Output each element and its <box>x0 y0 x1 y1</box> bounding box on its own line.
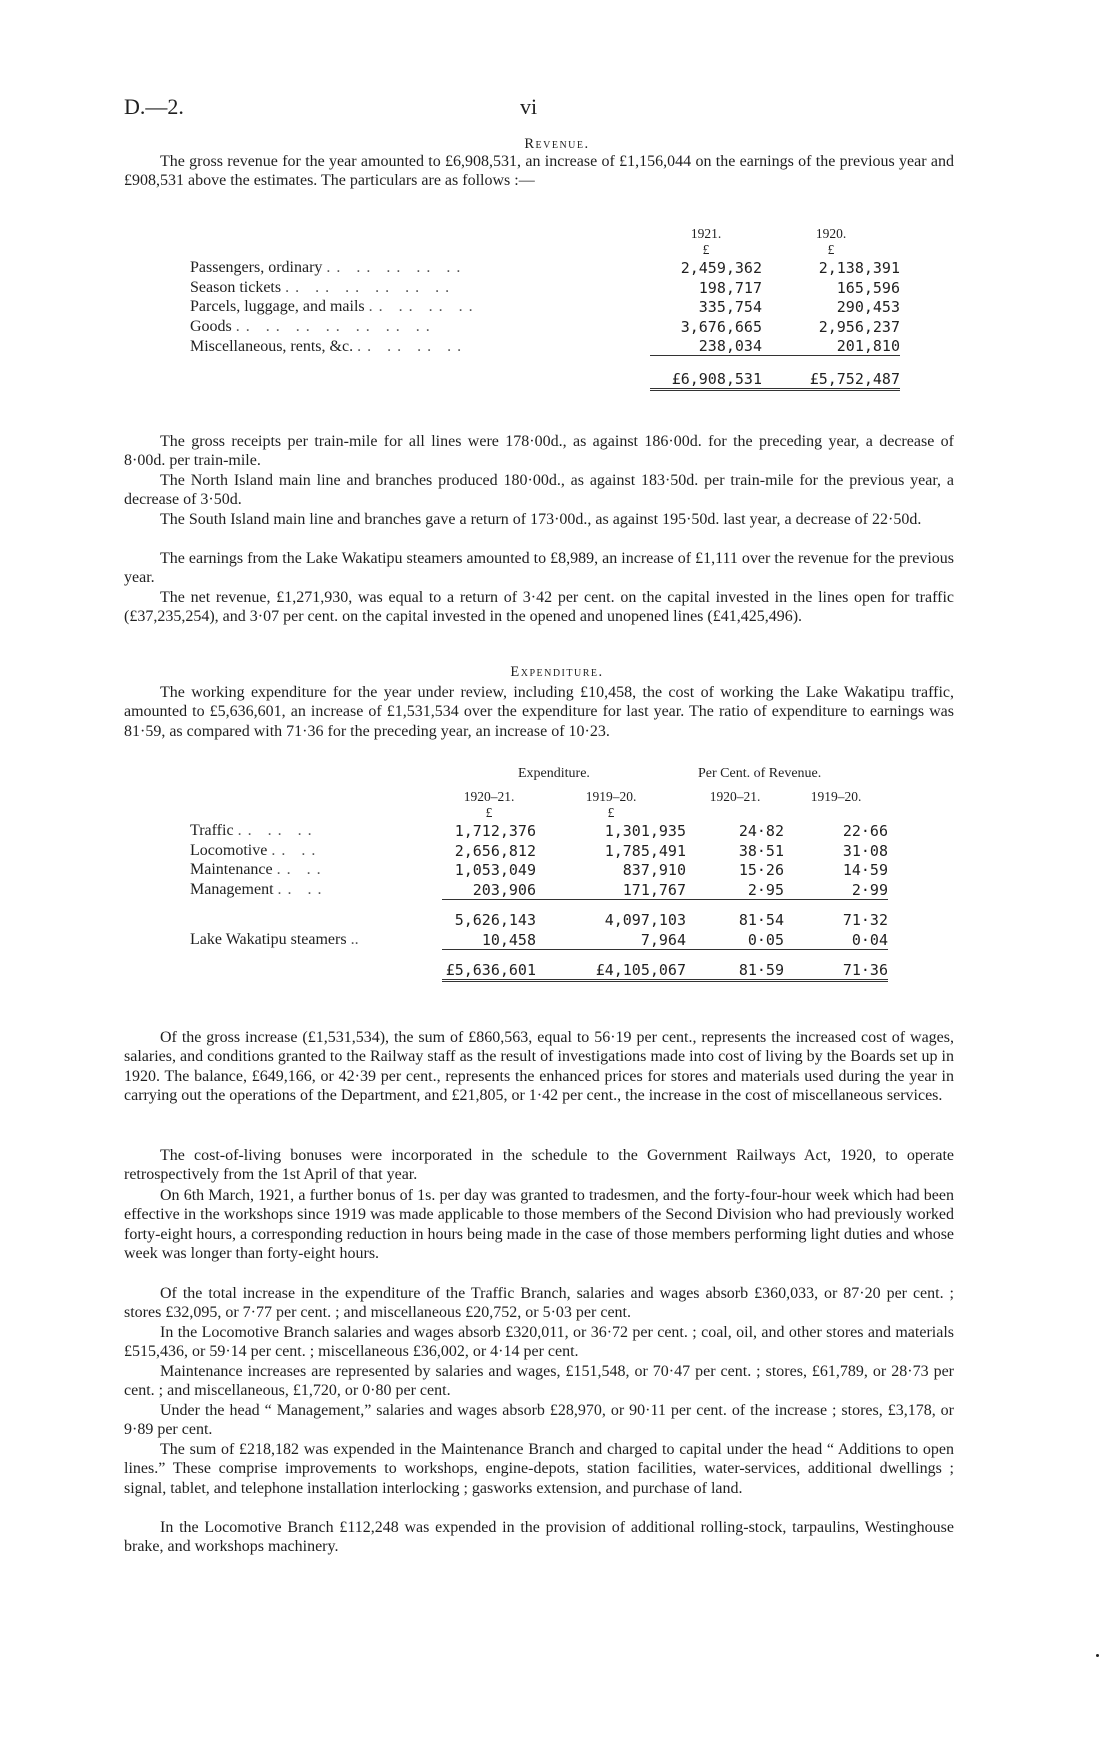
cell: 5,626,143 <box>454 911 536 929</box>
row-label: Parcels, luggage, and mails <box>190 298 365 315</box>
paragraph: The South Island main line and branches gave a return of 173·00d., as against 195·50d. last year, a decrease of 22·50d. <box>160 511 922 528</box>
paragraph: The cost-of-living bonuses were incorporated in the schedule to the Government Railways Act, 1920, to operate retrospectively from the 1st April of that year. <box>124 1147 954 1184</box>
cell: 1,712,376 <box>454 822 536 840</box>
total-1921: £6,908,531 <box>650 368 762 389</box>
row-label: Season tickets <box>190 278 282 296</box>
cell: 22·66 <box>842 822 888 840</box>
cell: 203,906 <box>472 880 536 899</box>
table-row: Management .. .. 203,906 171,767 2·95 2·99 <box>190 880 888 899</box>
cell: 24·82 <box>738 822 784 840</box>
row-label: Locomotive <box>190 841 268 859</box>
spacer-row <box>190 356 900 369</box>
cell: 7,964 <box>640 930 686 949</box>
table-row: Goods .. .. .. .. .. .. .. 3,676,665 2,956,237 <box>190 317 900 336</box>
expenditure-group-header: Expenditure. <box>518 766 590 781</box>
cell-1920: 290,453 <box>836 298 900 316</box>
subtotal-row <box>190 910 888 930</box>
year-1920: 1920. <box>815 225 847 241</box>
rule <box>442 949 536 960</box>
rule <box>442 899 536 910</box>
cell: £4,105,067 <box>536 960 686 981</box>
cell: 71·36 <box>784 960 888 981</box>
row-label: Miscellaneous, rents, &c. <box>190 337 354 355</box>
cell: 2·95 <box>747 880 784 899</box>
paragraph: On 6th March, 1921, a further bonus of 1s. per day was granted to tradesmen, and the forty-four-hour week which had been effective in the workshops since 1919 was made applicable to those members of the Second Division who had previously worked forty-eight hours, a corresponding reduction in hours being made in the case of those members performing light duties and whose week was longer than forty-eight hours. <box>124 1187 955 1263</box>
year-col: 1919–20. <box>810 788 862 804</box>
cell: 837,910 <box>622 861 686 879</box>
cell: 81·54 <box>738 911 784 929</box>
rule <box>536 899 686 910</box>
cell: 38·51 <box>738 841 784 860</box>
paragraph: The North Island main line and branches produced 180·00d., as against 183·50d. per train-mile for the previous year, a decrease of 3·50d. <box>124 472 954 509</box>
table-row: Parcels, luggage, and mails .. .. .. .. 335,754 290,453 <box>190 298 900 316</box>
table-row: Maintenance .. .. 1,053,049 837,910 15·26 14·59 <box>190 861 888 879</box>
page-number: vi <box>520 94 538 119</box>
revenue-unit-row <box>190 242 900 258</box>
year-1921: 1921. <box>690 225 722 241</box>
cell: 1,301,935 <box>604 822 686 840</box>
cell-1921: 335,754 <box>698 298 762 316</box>
expenditure-table <box>190 785 888 982</box>
revenue-table <box>190 222 900 391</box>
revenue-intro: The gross revenue for the year amounted to £6,908,531, an increase of £1,156,044 on the earnings of the previous year and £908,531 above the estimates. The particulars are as follows :— <box>124 153 954 190</box>
cell: 1,053,049 <box>454 861 536 879</box>
rule <box>686 949 784 960</box>
table-row: Passengers, ordinary .. .. .. .. .. 2,459,362 2,138,391 <box>190 259 900 277</box>
rule <box>650 356 762 369</box>
revenue-year-row <box>190 222 900 242</box>
cell-1920: 165,596 <box>836 278 900 297</box>
paragraph: The gross receipts per train-mile for all lines were 178·00d., as against 186·00d. for the preceding year, a decrease of 8·00d. per train-mile. <box>124 433 954 470</box>
paragraph: Of the gross increase (£1,531,534), the sum of £860,563, equal to 56·19 per cent., represents the increased cost of wages, salaries, and conditions granted to the Railway staff as the result of investigations made into cost of living by the Boards set up in 1920. The balance, £649,166, or 42·39 per cent., represents the enhanced prices for stores and materials used during the year in carrying out the operations of the Department, and £21,805, or 1·42 per cent., the increase in the cost of miscellaneous services. <box>124 1029 954 1105</box>
cell-1920: 2,138,391 <box>818 259 900 277</box>
cell: 1,785,491 <box>604 841 686 860</box>
paragraph: In the Locomotive Branch salaries and wages absorb £320,011, or 36·72 per cent. ; coal, oil, and other stores and materials £515,436, or 59·14 per cent. ; miscellaneous £36,002, or 4·14 per cent. <box>124 1324 954 1361</box>
unit-1921: £ <box>702 241 710 257</box>
paragraph: The sum of £218,182 was expended in the Maintenance Branch and charged to capital under the head “ Additions to open lines.” These comprise improvements to workshops, engine-depots, station facilities, water-services, additional dwellings ; signal, tablet, and telephone installation interlocking ; gasworks extension, and purchase of land. <box>124 1441 954 1497</box>
percent-group-header: Per Cent. of Revenue. <box>698 766 822 781</box>
rule <box>686 899 784 910</box>
cell-1921: 198,717 <box>698 278 762 297</box>
paragraph: In the Locomotive Branch £112,248 was expended in the provision of additional rolling-stock, tarpaulins, Westinghouse brake, and workshops machinery. <box>124 1519 954 1556</box>
scan-speck <box>1096 1654 1099 1657</box>
cell: 0·05 <box>747 930 784 949</box>
unit-col: £ <box>485 804 493 820</box>
table-row: Traffic .. .. .. 1,712,376 1,301,935 24·82 22·66 <box>190 822 888 840</box>
year-col: 1919–20. <box>585 788 637 804</box>
expenditure-heading: Expenditure. <box>510 664 604 680</box>
cell: 10,458 <box>481 930 536 949</box>
row-label: Lake Wakatipu steamers <box>190 931 347 948</box>
paragraph: The net revenue, £1,271,930, was equal to a return of 3·42 per cent. on the capital invested in the lines open for traffic (£37,235,254), and 3·07 per cent. on the capital invested in the opened and unopened lines (£41,425,496). <box>124 589 954 626</box>
cell: 31·08 <box>842 841 888 860</box>
cell: 14·59 <box>842 861 888 879</box>
expenditure-intro: The working expenditure for the year under review, including £10,458, the cost of working the Lake Wakatipu traffic, amounted to £5,636,601, an increase of £1,531,534 over the expenditure for last year. The ratio of expenditure to earnings was 81·59, as compared with 71·36 for the preceding year, an increase of 10·23. <box>124 684 954 740</box>
cell: 71·32 <box>842 911 888 929</box>
spacer-row <box>190 899 888 910</box>
cell: 81·59 <box>686 960 784 981</box>
row-label: Traffic <box>190 822 234 839</box>
expenditure-total-row <box>190 960 888 981</box>
cell: 0·04 <box>851 930 888 949</box>
year-col: 1920–21. <box>463 788 515 804</box>
cell: 171,767 <box>622 880 686 899</box>
cell-1921: 238,034 <box>698 337 762 355</box>
cell: 2,656,812 <box>454 841 536 860</box>
paragraph: Maintenance increases are represented by salaries and wages, £151,548, or 70·47 per cent. ; stores, £61,789, or 28·73 per cent. ; and miscellaneous, £1,720, or 0·80 per cent. <box>124 1363 954 1400</box>
cell-1920: 201,810 <box>836 337 900 355</box>
rule <box>784 949 888 960</box>
rule <box>784 899 888 910</box>
paragraph: Of the total increase in the expenditure of the Traffic Branch, salaries and wages absorb £360,033, or 87·20 per cent. ; stores £32,095, or 7·77 per cent. ; and miscellaneous £20,752, or 5·03 per cent. <box>124 1285 954 1322</box>
spacer-row <box>190 949 888 960</box>
table-row: Locomotive .. .. 2,656,812 1,785,491 38·51 31·08 <box>190 841 888 860</box>
cell-1920: 2,956,237 <box>818 317 900 336</box>
table-row: Season tickets .. .. .. .. .. .. 198,717 165,596 <box>190 278 900 297</box>
row-label: Management <box>190 881 274 898</box>
row-label: Maintenance <box>190 861 273 878</box>
table-row: Miscellaneous, rents, &c. .. .. .. .. 238,034 201,810 <box>190 337 900 355</box>
cell: 4,097,103 <box>604 911 686 929</box>
unit-1920: £ <box>827 241 835 257</box>
row-label: Goods <box>190 317 232 335</box>
cell: 2·99 <box>851 880 888 899</box>
document-code: D.—2. <box>124 94 184 119</box>
total-1920: £5,752,487 <box>762 368 900 389</box>
revenue-heading: Revenue. <box>524 136 590 152</box>
unit-col: £ <box>607 804 615 820</box>
cell: 15·26 <box>738 861 784 879</box>
rule <box>762 356 900 369</box>
year-col: 1920–21. <box>709 788 761 804</box>
revenue-total-row <box>190 368 900 389</box>
rule <box>536 949 686 960</box>
paragraph: Under the head “ Management,” salaries and wages absorb £28,970, or 90·11 per cent. of the increase ; stores, £3,178, or 9·89 per cent. <box>124 1402 954 1439</box>
cell-1921: 3,676,665 <box>680 317 762 336</box>
cell: £5,636,601 <box>442 960 536 981</box>
paragraph: The earnings from the Lake Wakatipu steamers amounted to £8,989, an increase of £1,111 over the revenue for the previous year. <box>124 550 954 587</box>
expenditure-unit-row <box>190 805 888 821</box>
cell-1921: 2,459,362 <box>680 259 762 277</box>
row-label: Passengers, ordinary <box>190 259 323 276</box>
table-row: Lake Wakatipu steamers .. 10,458 7,964 0·05 0·04 <box>190 930 888 949</box>
expenditure-year-row <box>190 785 888 805</box>
